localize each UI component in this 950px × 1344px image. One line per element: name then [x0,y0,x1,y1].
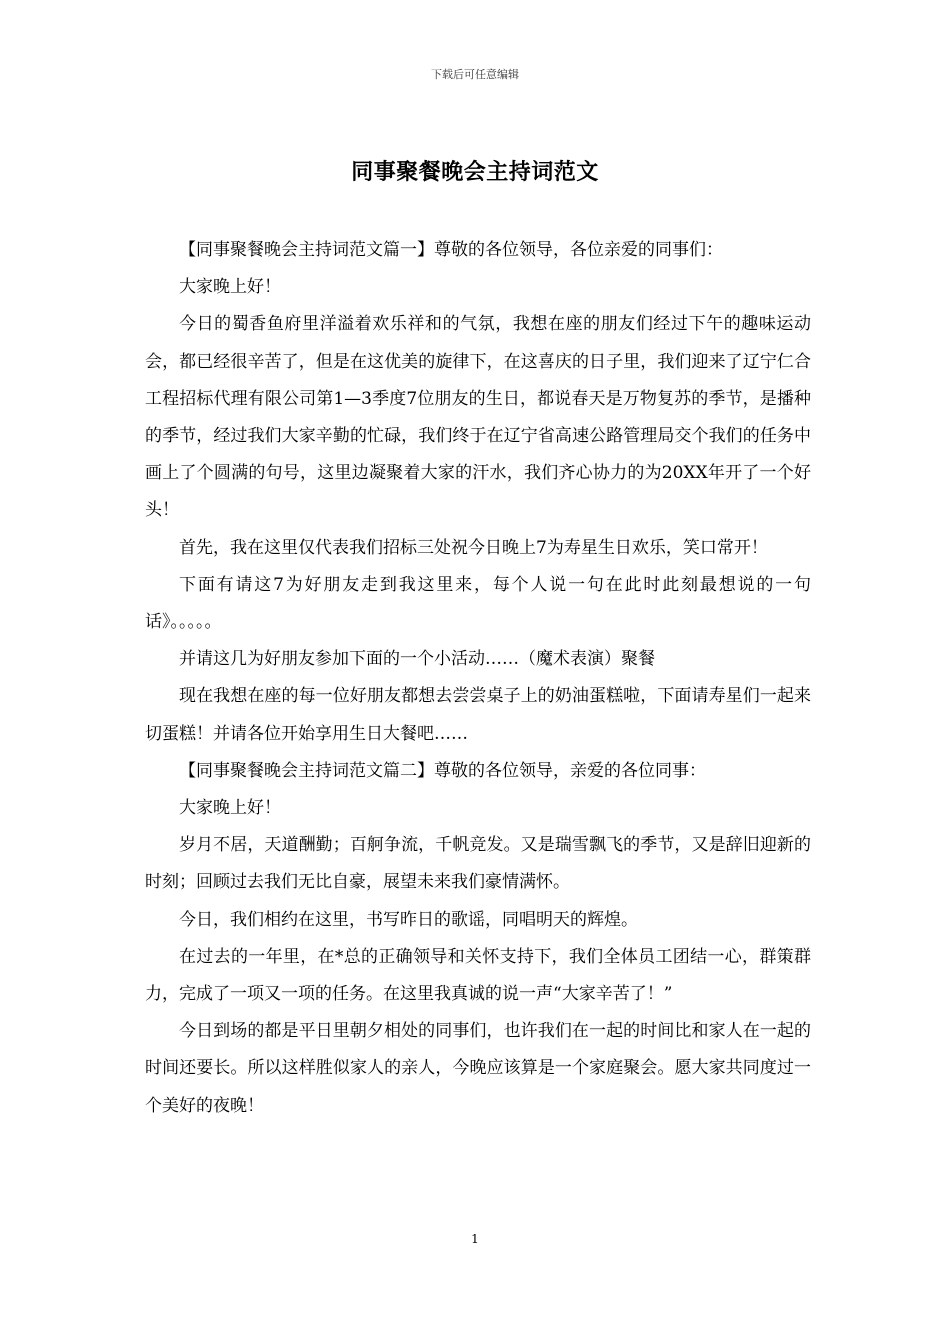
document-title: 同事聚餐晚会主持词范文 [351,159,599,185]
paragraph: 【同事聚餐晚会主持词范文篇一】尊敬的各位领导，各位亲爱的同事们： [179,240,723,260]
paragraph: 【同事聚餐晚会主持词范文篇二】尊敬的各位领导，亲爱的各位同事： [179,760,706,781]
paragraph: 现在我想在座的每一位好朋友都想去尝尝桌子上的奶油蛋糕啦，下面请寿星们一起来切蛋糕！并请各位开始享用生日大餐吧…… [145,686,811,744]
page-header: 下载后可任意编辑 [431,68,519,81]
paragraph: 大家晚上好！ [179,798,281,819]
paragraph: 今日，我们相约在这里，书写昨日的歌谣，同唱明天的辉煌。 [179,909,638,930]
paragraph: 今日的蜀香鱼府里洋溢着欢乐祥和的气氛，我想在座的朋友们经过下午的趣味运动会，都已经很辛苦了，但是在这优美的旋律下，在这喜庆的日子里，我们迎来了辽宁仁合工程招标代理有限公司第1—3季度7位朋友的生日，都说春天是万物复苏的季节，是播种的季节，经过我们大家辛勤的忙碌，我们终于在辽宁省高速公路管理局交个我们的任务中画上了个圆满的句号，这里边凝聚着大家的汗水，我们齐心协力的为20XX年开了一个好头！ [145,314,811,521]
paragraph: 下面有请这7为好朋友走到我这里来，每个人说一句在此时此刻最想说的一句话》。。。。。 [145,574,811,633]
paragraph: 在过去的一年里，在*总的正确领导和关怀支持下，我们全体员工团结一心，群策群力，完成了一项又一项的任务。在这里我真诚的说一声“大家辛苦了！” [145,946,811,1005]
paragraph: 大家晚上好！ [179,277,281,298]
paragraph: 岁月不居，天道酬勤；百舸争流，千帆竞发。又是瑞雪飘飞的季节，又是辞旧迎新的时刻；回顾过去我们无比自豪，展望未来我们豪情满怀。 [145,835,811,893]
paragraph: 首先，我在这里仅代表我们招标三处祝今日晚上7为寿星生日欢乐，笑口常开！ [179,537,768,558]
paragraph: 并请这几为好朋友参加下面的一个小活动……（魔术表演）聚餐 [179,649,655,670]
paragraph: 今日到场的都是平日里朝夕相处的同事们，也许我们在一起的时间比和家人在一起的时间还要长。所以这样胜似家人的亲人，今晚应该算是一个家庭聚会。愿大家共同度过一个美好的夜晚！ [145,1021,811,1116]
page-number: 1 [471,1232,479,1246]
document-body [145,232,811,1125]
